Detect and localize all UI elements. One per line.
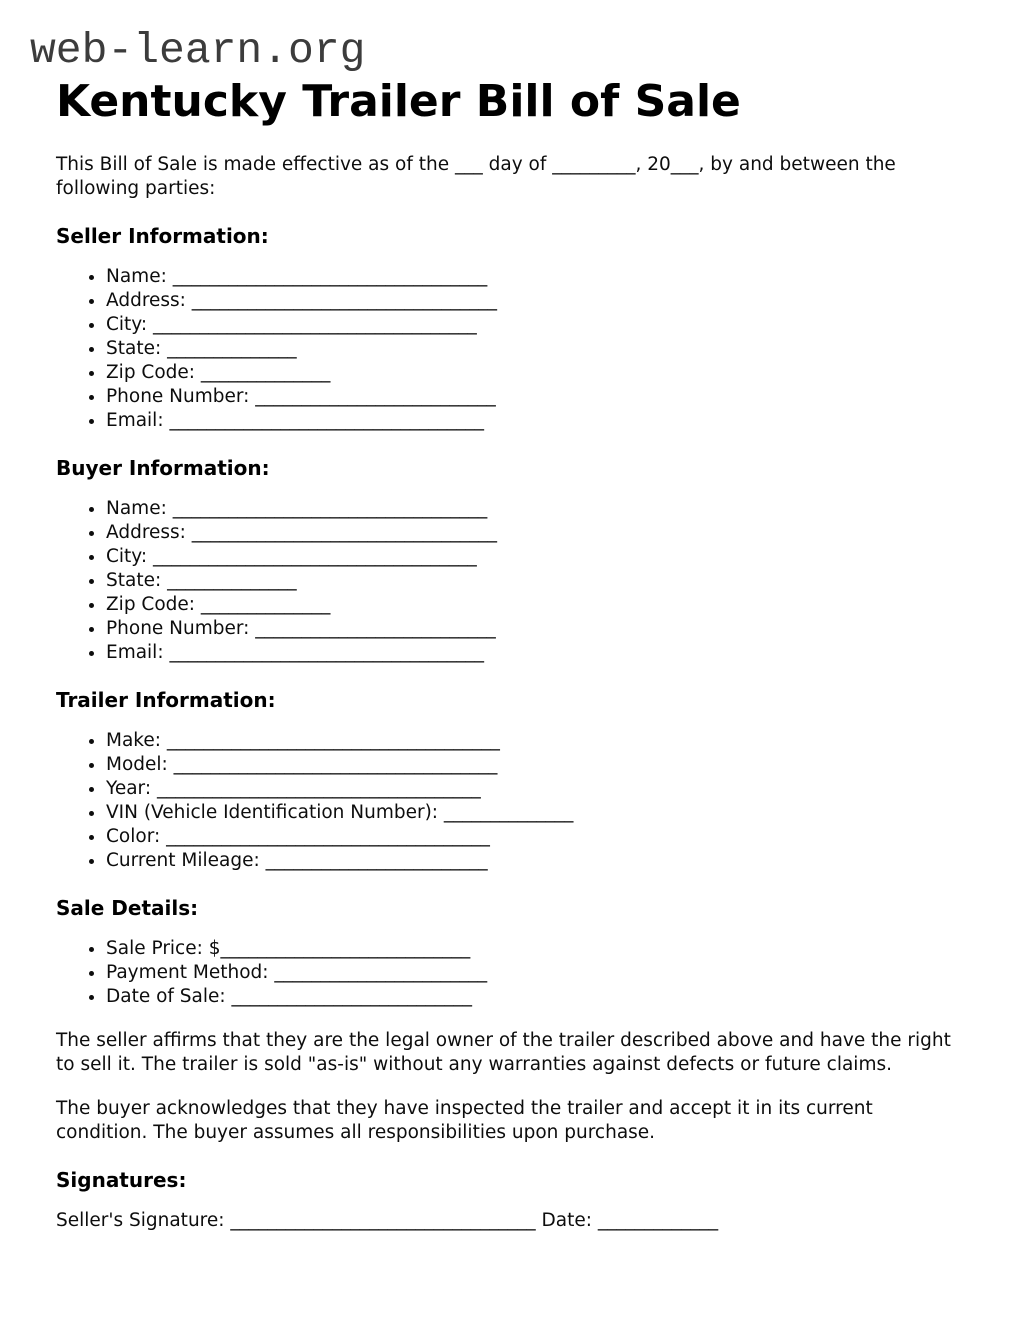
field-label: Zip Code: <box>106 594 196 615</box>
list-item <box>106 777 969 801</box>
seller-affirmation-paragraph: The seller affirms that they are the legal owner of the trailer described above and have the right to sell it. The trailer is sold "as-is" without any warranties against defects or future claims. <box>56 1030 951 1075</box>
sale-section-heading: Sale Details: <box>56 896 199 920</box>
field-blank: __________________________ <box>249 386 496 407</box>
list-item <box>106 545 969 569</box>
field-blank: ___________________________________ <box>167 754 498 775</box>
field-blank: __________________________________ <box>166 266 488 287</box>
intro-paragraph: This Bill of Sale is made effective as of the ___ day of _________, 20___, by and between the following parties: <box>56 154 896 199</box>
list-item <box>106 825 969 849</box>
trailer-section-heading: Trailer Information: <box>56 688 276 712</box>
field-label: Year: <box>106 778 152 799</box>
field-label: Address: <box>106 522 186 543</box>
signature-row <box>56 1209 969 1233</box>
list-item <box>106 289 969 313</box>
field-label: Email: <box>106 642 164 663</box>
field-label: Phone Number: <box>106 386 250 407</box>
list-item <box>106 641 969 665</box>
field-label: Current Mileage: <box>106 850 260 871</box>
field-blank: __________________________________ <box>163 410 484 431</box>
field-label: Make: <box>106 730 161 751</box>
list-item <box>106 569 969 593</box>
field-label: Name: <box>106 498 167 519</box>
seller-signature-blank: _________________________________ <box>224 1210 542 1231</box>
list-item <box>106 617 969 641</box>
list-item <box>106 385 969 409</box>
field-blank: __________________________ <box>225 986 473 1007</box>
field-blank: ___________________________________ <box>147 546 477 567</box>
field-label: State: <box>106 338 162 359</box>
buyer-section-heading: Buyer Information: <box>56 456 270 480</box>
buyer-information-section <box>56 455 969 665</box>
list-item <box>106 961 969 985</box>
buyer-acknowledgment-paragraph: The buyer acknowledges that they have inspected the trailer and accept it in its current condition. The buyer assumes all responsibilities upon purchase. <box>56 1098 873 1143</box>
field-blank: _________________________________ <box>185 522 498 543</box>
field-blank: ____________________________________ <box>160 730 500 751</box>
list-item <box>106 801 969 825</box>
field-blank: _______________________ <box>268 962 488 983</box>
list-item <box>106 729 969 753</box>
list-item <box>106 497 969 521</box>
field-blank: ______________ <box>161 338 297 359</box>
page-title: Kentucky Trailer Bill of Sale <box>56 76 741 127</box>
date-blank: _____________ <box>591 1210 719 1231</box>
field-label: Sale Price: $ <box>106 938 221 959</box>
field-blank: ___________________________ <box>220 938 471 959</box>
seller-signature-label: Seller's Signature: <box>56 1210 225 1231</box>
field-label: Phone Number: <box>106 618 250 639</box>
site-logo: web-learn.org <box>30 26 366 75</box>
seller-section-heading: Seller Information: <box>56 224 269 248</box>
field-blank: ______________ <box>195 594 331 615</box>
field-label: State: <box>106 570 162 591</box>
list-item <box>106 849 969 873</box>
field-label: Address: <box>106 290 186 311</box>
list-item <box>106 361 969 385</box>
field-label: Model: <box>106 754 168 775</box>
list-item <box>106 409 969 433</box>
field-blank: __________________________________ <box>166 498 488 519</box>
field-label: City: <box>106 314 148 335</box>
list-item <box>106 985 969 1009</box>
signatures-section-heading: Signatures: <box>56 1168 187 1192</box>
list-item <box>106 313 969 337</box>
list-item <box>106 337 969 361</box>
list-item <box>106 593 969 617</box>
seller-fields-list <box>56 265 969 433</box>
list-item <box>106 265 969 289</box>
trailer-fields-list <box>56 729 969 873</box>
field-label: Payment Method: <box>106 962 269 983</box>
field-label: City: <box>106 546 148 567</box>
field-blank: ___________________________________ <box>151 778 481 799</box>
field-blank: _________________________________ <box>185 290 498 311</box>
list-item <box>106 521 969 545</box>
field-label: Color: <box>106 826 161 847</box>
field-label: Name: <box>106 266 167 287</box>
field-label: Email: <box>106 410 164 431</box>
sale-details-section <box>56 895 969 1009</box>
field-blank: ______________ <box>438 802 574 823</box>
field-blank: ______________ <box>161 570 297 591</box>
field-label: VIN (Vehicle Identification Number): <box>106 802 439 823</box>
field-label: Zip Code: <box>106 362 196 383</box>
seller-information-section <box>56 223 969 433</box>
field-blank: ___________________________________ <box>147 314 477 335</box>
field-blank: __________________________ <box>249 618 496 639</box>
trailer-information-section <box>56 687 969 873</box>
field-label: Date of Sale: <box>106 986 226 1007</box>
field-blank: ________________________ <box>259 850 488 871</box>
date-label: Date: <box>541 1210 592 1231</box>
field-blank: ______________ <box>195 362 331 383</box>
field-blank: ___________________________________ <box>160 826 490 847</box>
list-item <box>106 753 969 777</box>
field-blank: __________________________________ <box>163 642 484 663</box>
buyer-fields-list <box>56 497 969 665</box>
list-item <box>106 937 969 961</box>
sale-fields-list <box>56 937 969 1009</box>
